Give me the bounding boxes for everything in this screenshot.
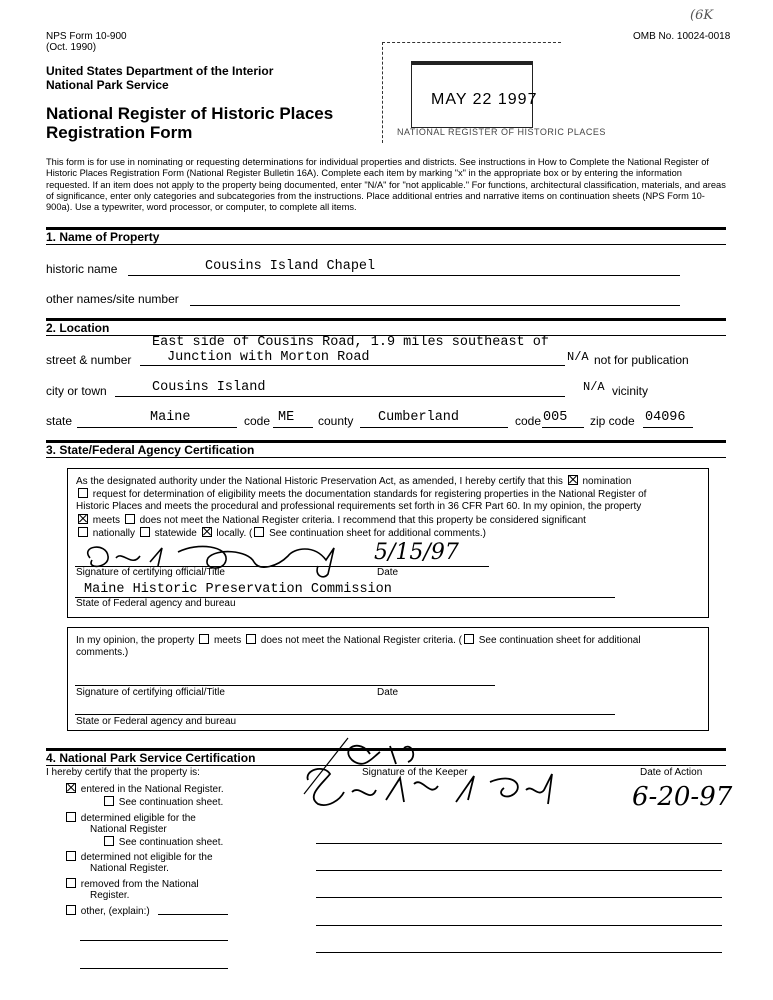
street-value-1[interactable]: East side of Cousins Road, 1.9 miles southeast of (152, 335, 549, 350)
opinion-text-1: In my opinion, the property (76, 635, 195, 646)
form-date: (Oct. 1990) (46, 42, 97, 53)
other-label: other, (explain:) (80, 906, 150, 917)
corner-mark: (6K (690, 8, 714, 23)
certify-text: I hereby certify that the property is: (46, 767, 200, 778)
see-cont-2-label: See continuation sheet. (118, 837, 224, 848)
cert-text-4: does not meet the National Register criteria. I recommend that this property be considered significant (139, 515, 586, 526)
date-of-action-label: Date of Action (640, 767, 703, 778)
det-eligible-label-2: National Register (90, 824, 167, 835)
other-names-label: other names/site number (46, 292, 179, 306)
opinion-continuation-checkbox[interactable] (464, 634, 474, 644)
agency-value[interactable]: Maine Historic Preservation Commission (84, 582, 392, 597)
service: National Park Service (46, 78, 169, 92)
removed-checkbox[interactable] (66, 878, 76, 888)
cert-text-1: As the designated authority under the National Historic Preservation Act, as amended, I hereby certify that this (76, 476, 563, 487)
see-cont-2-checkbox[interactable] (104, 836, 114, 846)
signature-2-label: Signature of certifying official/Title (76, 687, 225, 698)
agency-2-field[interactable] (75, 714, 615, 715)
det-not-eligible-label-2: National Register. (90, 863, 169, 874)
county-value[interactable]: Cumberland (378, 410, 460, 425)
not-for-publication-label: not for publication (594, 353, 689, 367)
section-3-title: 3. State/Federal Agency Certification (46, 443, 255, 457)
det-eligible-checkbox[interactable] (66, 812, 76, 822)
other-names-field[interactable] (190, 305, 680, 306)
county-code-value[interactable]: 005 (543, 410, 568, 425)
keeper-signature (300, 734, 560, 814)
cert-nomination: nomination (582, 476, 632, 487)
see-cont-1-label: See continuation sheet. (118, 797, 224, 808)
historic-name-label: historic name (46, 262, 118, 276)
section-3-header (46, 440, 726, 458)
action-date-value[interactable]: 6-20-97 (632, 782, 733, 812)
cert-date-value[interactable]: 5/15/97 (374, 540, 459, 565)
state-label: state (46, 414, 73, 428)
county-label: county (318, 414, 354, 428)
meets-label: meets (92, 515, 121, 526)
cert-text-3: Historic Places and meets the procedural and professional requirements set forth in 36 CFR Part 60. In my opinion, the property (76, 501, 642, 512)
opinion-meets-checkbox[interactable] (199, 634, 209, 644)
other-checkbox[interactable] (66, 905, 76, 915)
removed-label-2: Register. (90, 890, 130, 901)
stamp-text: NATIONAL REGISTER OF HISTORIC PLACES (397, 127, 606, 137)
department: United States Department of the Interior (46, 64, 274, 78)
det-not-eligible-label: determined not eligible for the (80, 852, 213, 863)
state-code-value[interactable]: ME (278, 410, 295, 425)
see-cont-1-checkbox[interactable] (104, 796, 114, 806)
zip-value[interactable]: 04096 (645, 410, 686, 425)
na-publication[interactable]: N/A (567, 350, 589, 364)
section-2-header (46, 318, 726, 336)
signature-label: Signature of certifying official/Title (76, 567, 225, 578)
keeper-label: Signature of the Keeper (362, 767, 468, 778)
request-checkbox[interactable] (78, 488, 88, 498)
opinion-meets-label: meets (213, 635, 242, 646)
street-value-2[interactable]: Junction with Morton Road (167, 350, 370, 365)
form-number: NPS Form 10-900 (46, 31, 127, 42)
stamp-date: MAY 22 1997 (431, 91, 538, 108)
opinion-text-2: does not meet the National Register criteria. ( (260, 635, 462, 646)
county-code-label: code (515, 414, 542, 428)
cert-text-2: request for determination of eligibility meets the documentation standards for registering properties in the National Register of (92, 489, 647, 500)
statewide-label: statewide (154, 528, 197, 539)
det-eligible-label: determined eligible for the (80, 813, 196, 824)
entered-checkbox[interactable] (66, 783, 76, 793)
section-2-title: 2. Location (46, 321, 110, 335)
signature-2-field[interactable] (75, 685, 495, 686)
section-4-title: 4. National Park Service Certification (46, 751, 256, 765)
city-value[interactable]: Cousins Island (152, 380, 266, 395)
city-label: city or town (46, 384, 107, 398)
section-1-title: 1. Name of Property (46, 230, 160, 244)
form-title-2: Registration Form (46, 123, 193, 142)
na-vicinity[interactable]: N/A (583, 380, 605, 394)
opinion-text-4: comments.) (76, 647, 129, 658)
does-not-meet-checkbox[interactable] (125, 514, 135, 524)
agency-2-label: State or Federal agency and bureau (76, 716, 237, 727)
entered-label: entered in the National Register. (80, 784, 224, 795)
instructions: This form is for use in nominating or requesting determinations for individual properties and districts. See instructions in How to Complete the National Register of Historic Places Registration Form (National Register Bulletin 16A). Complete each item by marking "x" in the appropriate box or by entering the information requested. If an item does not apply to the property being documented, enter "N/A" for "not applicable." For functions, architectural classification, materials, and areas of significance, enter only categories and subcategories from the instructions. Place additional entries and narrative items on continuation sheets (NPS Form 10-900a). Use a typewriter, word processor, or computer, to complete all items. (46, 157, 726, 213)
other-explain-field[interactable] (158, 914, 228, 915)
form-title-1: National Register of Historic Places (46, 104, 334, 123)
street-label: street & number (46, 353, 132, 367)
opinion-not-meet-checkbox[interactable] (246, 634, 256, 644)
nationally-label: nationally (92, 528, 136, 539)
locally-label: locally. ( (216, 528, 253, 539)
removed-label: removed from the National (80, 879, 199, 890)
continuation-label: See continuation sheet for additional comments.) (269, 528, 486, 539)
omb-number: OMB No. 10024-0018 (633, 31, 731, 42)
section-1-header (46, 227, 726, 245)
received-stamp (382, 42, 606, 143)
zip-label: zip code (590, 414, 635, 428)
vicinity-label: vicinity (612, 384, 649, 398)
meets-checkbox[interactable] (78, 514, 88, 524)
historic-name-value[interactable]: Cousins Island Chapel (205, 259, 376, 274)
state-value[interactable]: Maine (150, 410, 191, 425)
date-2-label: Date (377, 687, 399, 698)
nomination-checkbox[interactable] (568, 475, 578, 485)
code-label: code (244, 414, 271, 428)
date-label: Date (377, 567, 399, 578)
opinion-text-3: See continuation sheet for additional (478, 635, 641, 646)
agency-label: State of Federal agency and bureau (76, 598, 236, 609)
det-not-eligible-checkbox[interactable] (66, 851, 76, 861)
